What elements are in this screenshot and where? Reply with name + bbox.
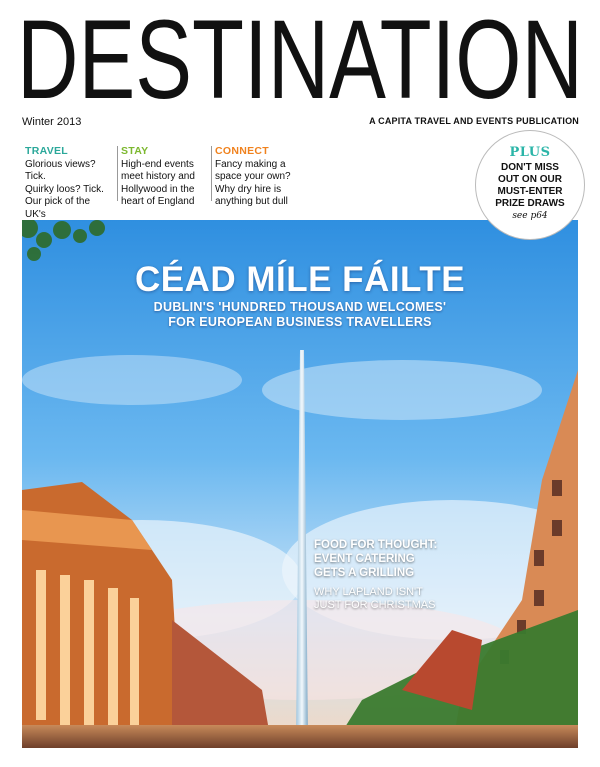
cover-subheadline-line: FOR EUROPEAN BUSINESS TRAVELLERS xyxy=(168,315,432,329)
teaser-line: anything but dull xyxy=(215,196,288,207)
plus-line: OUT ON OUR xyxy=(498,174,562,185)
divider xyxy=(117,146,118,201)
cover-photo xyxy=(22,220,578,748)
teaser-heading: CONNECT xyxy=(215,145,270,157)
story-line: WHY LAPLAND ISN'T xyxy=(314,586,423,598)
story-line: EVENT CATERING xyxy=(314,553,415,565)
teaser-line: meet history and xyxy=(121,171,195,182)
teaser-connect[interactable] xyxy=(215,145,303,209)
story-line: FOOD FOR THOUGHT: xyxy=(314,539,438,551)
page-reference: see p64 xyxy=(512,211,548,221)
publication-tagline: A CAPITA TRAVEL AND EVENTS PUBLICATION xyxy=(369,116,579,126)
story-line: GETS A GRILLING xyxy=(314,567,415,579)
teaser-line: heart of England xyxy=(121,196,195,207)
story-line: JUST FOR CHRISTMAS xyxy=(314,599,436,611)
teaser-line: Why dry hire is xyxy=(215,183,282,195)
masthead xyxy=(14,10,586,110)
cover-story-lapland[interactable] xyxy=(314,586,435,612)
teaser-stay[interactable] xyxy=(121,145,209,209)
teaser-heading: TRAVEL xyxy=(25,145,69,157)
plus-line: MUST-ENTER xyxy=(497,186,563,197)
teaser-line: High-end events xyxy=(121,158,194,170)
cover-story-food[interactable] xyxy=(314,538,437,580)
teaser-heading: STAY xyxy=(121,145,149,157)
plus-line: PRIZE DRAWS xyxy=(495,198,565,209)
teaser-line: Fancy making a xyxy=(215,158,286,170)
cover-headline[interactable]: CÉAD MÍLE FÁILTE xyxy=(134,260,466,299)
teaser-line: Quirky loos? Tick. xyxy=(25,183,104,195)
teaser-line: space your own? xyxy=(215,171,291,182)
issue-date: Winter 2013 xyxy=(22,116,82,128)
cover-subheadline-line: DUBLIN'S 'HUNDRED THOUSAND WELCOMES' xyxy=(153,300,447,314)
divider xyxy=(211,146,212,201)
masthead-title: DESTINATION xyxy=(17,10,583,110)
plus-label: PLUS xyxy=(509,145,551,160)
plus-line: DON'T MISS xyxy=(501,162,559,173)
teaser-line: Our pick of the UK's xyxy=(25,196,91,220)
teaser-line: Hollywood in the xyxy=(121,183,195,195)
prize-draw-badge[interactable] xyxy=(475,130,585,240)
teaser-line: Glorious views? Tick. xyxy=(25,158,96,182)
